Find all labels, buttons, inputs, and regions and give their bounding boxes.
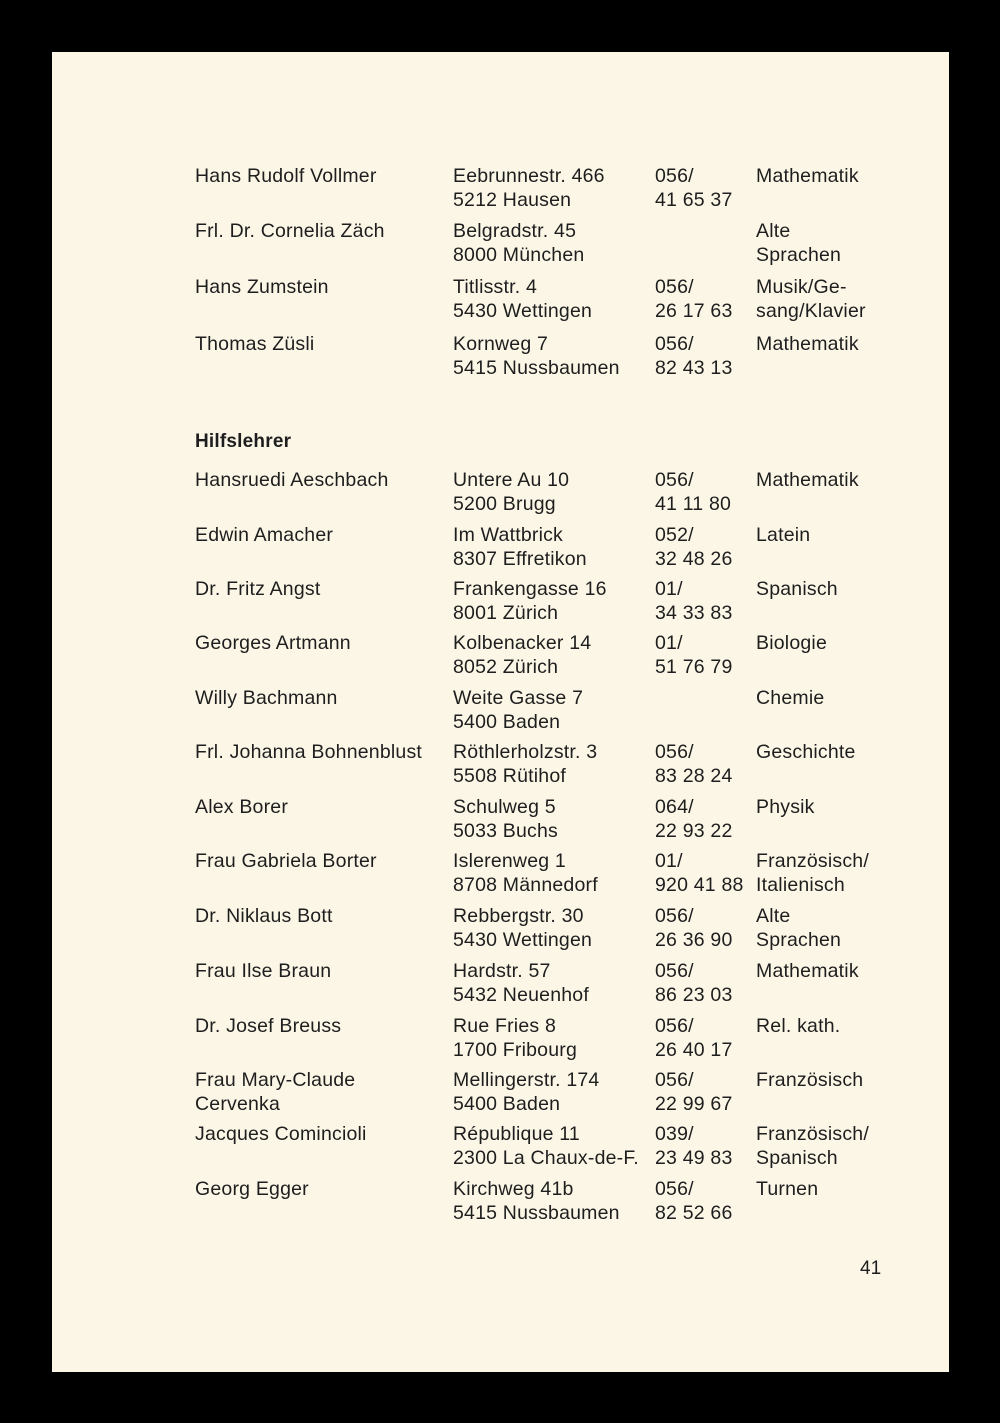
entry-subject-line: Alte: [756, 220, 791, 242]
entry-subject: [756, 686, 915, 734]
directory-entry: [195, 1177, 915, 1225]
entry-name: [195, 1014, 453, 1062]
entry-phone: [655, 686, 756, 734]
teachers-list: [195, 164, 915, 380]
entry-phone-line: 26 40 17: [655, 1039, 733, 1061]
entry-name-line: Edwin Amacher: [195, 524, 334, 546]
entry-subject: [756, 795, 915, 843]
entry-address-line: 5432 Neuenhof: [453, 984, 589, 1006]
entry-phone-line: 22 93 22: [655, 820, 733, 842]
entry-address-line: Frankengasse 16: [453, 578, 607, 600]
entry-phone-line: 82 52 66: [655, 1202, 733, 1224]
entry-name: [195, 849, 453, 897]
entry-address: [453, 795, 655, 843]
directory-entry: [195, 577, 915, 625]
entry-address: [453, 468, 655, 516]
entry-subject-line: [756, 356, 915, 380]
entry-address-line: 5430 Wettingen: [453, 300, 593, 322]
entry-subject: [756, 219, 915, 267]
entry-name: [195, 219, 453, 267]
entry-subject-line: Mathematik: [756, 165, 859, 187]
entry-phone-line: 056/: [655, 1069, 694, 1091]
directory-entry: [195, 219, 915, 267]
directory-entry: [195, 959, 915, 1007]
entry-name-line: [195, 1038, 453, 1062]
entry-name-line: Frl. Johanna Bohnenblust: [195, 741, 423, 763]
entry-phone: [655, 468, 756, 516]
entry-name-line: Hansruedi Aeschbach: [195, 469, 389, 491]
entry-name: [195, 959, 453, 1007]
entry-address-line: 8052 Zürich: [453, 656, 559, 678]
entry-subject: [756, 740, 915, 788]
entry-subject-line: Musik/Ge-: [756, 276, 847, 298]
entry-address: [453, 1068, 655, 1116]
entry-phone-line: 41 11 80: [655, 493, 732, 515]
entry-subject-line: Mathematik: [756, 469, 859, 491]
entry-address: [453, 577, 655, 625]
directory-entry: [195, 164, 915, 212]
entry-address-line: Islerenweg 1: [453, 850, 566, 872]
entry-subject-line: [756, 1201, 915, 1225]
entry-address: [453, 332, 655, 380]
entry-subject-line: [756, 492, 915, 516]
entry-phone-line: 056/: [655, 905, 694, 927]
entry-name-line: Alex Borer: [195, 796, 289, 818]
entry-name-line: [195, 299, 453, 323]
entry-subject: [756, 523, 915, 571]
entry-phone-line: 51 76 79: [655, 656, 733, 678]
entry-address-line: Kolbenacker 14: [453, 632, 592, 654]
entry-phone-line: 22 99 67: [655, 1093, 733, 1115]
entry-name-line: Cervenka: [195, 1093, 281, 1115]
entry-address: [453, 219, 655, 267]
entry-address-line: 5400 Baden: [453, 711, 561, 733]
entry-name-line: [195, 710, 453, 734]
entry-phone: [655, 1068, 756, 1116]
entry-phone-line: 86 23 03: [655, 984, 733, 1006]
entry-phone: [655, 904, 756, 952]
entry-name: [195, 686, 453, 734]
entry-subject-line: [756, 983, 915, 1007]
entry-subject-line: Sprachen: [756, 929, 842, 951]
entry-name-line: [195, 928, 453, 952]
entry-name: [195, 577, 453, 625]
entry-subject: [756, 164, 915, 212]
entry-subject-line: Französisch/: [756, 1123, 869, 1145]
entry-phone-line: [655, 686, 756, 710]
entry-address-line: 1700 Fribourg: [453, 1039, 578, 1061]
entry-subject-line: Französisch: [756, 1069, 864, 1091]
directory-entry: [195, 849, 915, 897]
entry-name: [195, 332, 453, 380]
entry-name: [195, 164, 453, 212]
entry-subject-line: [756, 601, 915, 625]
directory-entry: [195, 275, 915, 323]
directory-entry: [195, 686, 915, 734]
directory-content: [195, 164, 915, 1225]
entry-name-line: Willy Bachmann: [195, 687, 338, 709]
entry-phone-line: 01/: [655, 578, 683, 600]
entry-address-line: 5212 Hausen: [453, 189, 572, 211]
entry-subject-line: [756, 1038, 915, 1062]
entry-address-line: 8000 München: [453, 244, 585, 266]
entry-phone-line: 056/: [655, 960, 694, 982]
entry-name: [195, 1068, 453, 1116]
entry-name: [195, 631, 453, 679]
entry-address-line: Röthlerholzstr. 3: [453, 741, 598, 763]
entry-name: [195, 1177, 453, 1225]
entry-subject: [756, 959, 915, 1007]
entry-address-line: Untere Au 10: [453, 469, 570, 491]
directory-entry: [195, 795, 915, 843]
entry-phone-line: 039/: [655, 1123, 694, 1145]
entry-phone-line: 01/: [655, 632, 683, 654]
entry-name-line: Frl. Dr. Cornelia Zäch: [195, 220, 385, 242]
entry-name-line: [195, 356, 453, 380]
entry-address-line: Mellingerstr. 174: [453, 1069, 600, 1091]
entry-subject-line: Spanisch: [756, 1147, 838, 1169]
entry-address-line: République 11: [453, 1123, 580, 1145]
entry-phone-line: [655, 219, 756, 243]
entry-name-line: Frau Ilse Braun: [195, 960, 332, 982]
entry-phone: [655, 577, 756, 625]
entry-address-line: Kornweg 7: [453, 333, 549, 355]
entry-address-line: 5400 Baden: [453, 1093, 561, 1115]
entry-phone: [655, 959, 756, 1007]
entry-name-line: [195, 601, 453, 625]
entry-name-line: [195, 873, 453, 897]
entry-name: [195, 1122, 453, 1170]
entry-subject: [756, 849, 915, 897]
entry-address-line: Titlisstr. 4: [453, 276, 538, 298]
entry-address: [453, 849, 655, 897]
entry-phone: [655, 1014, 756, 1062]
entry-name-line: [195, 983, 453, 1007]
entry-subject: [756, 1014, 915, 1062]
entry-address-line: Rebbergstr. 30: [453, 905, 584, 927]
entry-phone: [655, 523, 756, 571]
entry-subject-line: Chemie: [756, 687, 825, 709]
entry-address-line: 5200 Brugg: [453, 493, 556, 515]
entry-phone: [655, 332, 756, 380]
directory-entry: [195, 523, 915, 571]
entry-phone-line: 056/: [655, 165, 694, 187]
entry-phone-line: 23 49 83: [655, 1147, 733, 1169]
entry-name-line: Dr. Josef Breuss: [195, 1015, 342, 1037]
entry-subject-line: [756, 655, 915, 679]
entry-subject-line: Mathematik: [756, 333, 859, 355]
entry-address-line: 8708 Männedorf: [453, 874, 598, 896]
entry-subject-line: Französisch/: [756, 850, 869, 872]
entry-subject-line: Geschichte: [756, 741, 856, 763]
entry-phone-line: 056/: [655, 469, 694, 491]
entry-name-line: [195, 492, 453, 516]
entry-subject: [756, 468, 915, 516]
entry-address-line: 5508 Rütihof: [453, 765, 566, 787]
entry-phone: [655, 849, 756, 897]
entry-phone: [655, 275, 756, 323]
entry-phone: [655, 631, 756, 679]
entry-phone: [655, 219, 756, 267]
entry-phone: [655, 1122, 756, 1170]
entry-phone-line: 26 36 90: [655, 929, 733, 951]
entry-address-line: 8001 Zürich: [453, 602, 559, 624]
entry-name-line: Hans Zumstein: [195, 276, 329, 298]
entry-address-line: 5430 Wettingen: [453, 929, 593, 951]
entry-phone-line: 056/: [655, 276, 694, 298]
entry-name-line: [195, 764, 453, 788]
entry-name-line: Jacques Comincioli: [195, 1123, 367, 1145]
entry-name: [195, 275, 453, 323]
entry-subject: [756, 1177, 915, 1225]
page: [52, 52, 949, 1372]
entry-subject: [756, 577, 915, 625]
entry-address-line: 8307 Effretikon: [453, 548, 587, 570]
entry-address-line: Im Wattbrick: [453, 524, 564, 546]
entry-subject-line: Sprachen: [756, 244, 842, 266]
entry-name-line: Georg Egger: [195, 1178, 309, 1200]
entry-name-line: [195, 547, 453, 571]
entry-subject-line: [756, 547, 915, 571]
entry-phone-line: 26 17 63: [655, 300, 733, 322]
entry-subject: [756, 1122, 915, 1170]
entry-phone-line: 064/: [655, 796, 694, 818]
entry-subject-line: Turnen: [756, 1178, 819, 1200]
entry-address-line: 2300 La Chaux-de-F.: [453, 1147, 639, 1169]
entry-phone-line: 01/: [655, 850, 683, 872]
entry-subject-line: Biologie: [756, 632, 827, 654]
entry-subject-line: [756, 764, 915, 788]
entry-subject-line: Alte: [756, 905, 791, 927]
entry-address-line: Eebrunnestr. 466: [453, 165, 605, 187]
entry-name-line: [195, 1146, 453, 1170]
entry-address-line: Schulweg 5: [453, 796, 556, 818]
entry-phone-line: [655, 710, 756, 734]
entry-name-line: [195, 1201, 453, 1225]
directory-entry: [195, 1014, 915, 1062]
entry-subject-line: Physik: [756, 796, 815, 818]
entry-phone-line: 056/: [655, 741, 694, 763]
entry-phone-line: 83 28 24: [655, 765, 733, 787]
entry-address-line: 5415 Nussbaumen: [453, 1202, 620, 1224]
entry-subject: [756, 904, 915, 952]
directory-entry: [195, 1068, 915, 1116]
entry-address-line: Kirchweg 41b: [453, 1178, 574, 1200]
entry-name-line: Georges Artmann: [195, 632, 351, 654]
entry-name-line: Frau Mary-Claude: [195, 1069, 356, 1091]
entry-name-line: Dr. Niklaus Bott: [195, 905, 333, 927]
entry-name: [195, 523, 453, 571]
entry-address-line: Hardstr. 57: [453, 960, 551, 982]
directory-entry: [195, 332, 915, 380]
entry-address: [453, 1014, 655, 1062]
entry-address: [453, 164, 655, 212]
directory-entry: [195, 468, 915, 516]
entry-address: [453, 740, 655, 788]
entry-subject: [756, 332, 915, 380]
entry-address-line: Belgradstr. 45: [453, 220, 577, 242]
entry-address: [453, 1122, 655, 1170]
entry-name: [195, 795, 453, 843]
entry-address: [453, 686, 655, 734]
entry-name-line: Dr. Fritz Angst: [195, 578, 321, 600]
entry-name-line: [195, 655, 453, 679]
entry-phone: [655, 164, 756, 212]
entry-subject-line: Mathematik: [756, 960, 859, 982]
entry-phone-line: 056/: [655, 1178, 694, 1200]
entry-address: [453, 1177, 655, 1225]
page-number: 41: [860, 1258, 882, 1279]
entry-phone-line: 41 65 37: [655, 189, 733, 211]
entry-address: [453, 959, 655, 1007]
entry-address-line: Weite Gasse 7: [453, 687, 584, 709]
entry-address: [453, 631, 655, 679]
entry-subject-line: sang/Klavier: [756, 300, 866, 322]
directory-entry: [195, 631, 915, 679]
entry-phone-line: 82 43 13: [655, 357, 733, 379]
entry-subject-line: [756, 819, 915, 843]
entry-phone-line: 34 33 83: [655, 602, 733, 624]
entry-phone: [655, 740, 756, 788]
entry-subject-line: [756, 1092, 915, 1116]
entry-subject-line: Spanisch: [756, 578, 838, 600]
entry-name: [195, 468, 453, 516]
entry-address: [453, 275, 655, 323]
entry-address: [453, 904, 655, 952]
entry-name-line: Hans Rudolf Vollmer: [195, 165, 377, 187]
entry-name-line: Thomas Züsli: [195, 333, 315, 355]
entry-name: [195, 740, 453, 788]
assistant-teachers-list: [195, 468, 915, 1225]
entry-phone-line: 056/: [655, 333, 694, 355]
entry-subject-line: Rel. kath.: [756, 1015, 841, 1037]
entry-phone: [655, 1177, 756, 1225]
entry-address-line: Rue Fries 8: [453, 1015, 556, 1037]
entry-subject: [756, 631, 915, 679]
entry-address-line: 5415 Nussbaumen: [453, 357, 620, 379]
entry-phone-line: 056/: [655, 1015, 694, 1037]
entry-address-line: 5033 Buchs: [453, 820, 558, 842]
entry-phone-line: 052/: [655, 524, 694, 546]
directory-entry: [195, 740, 915, 788]
directory-entry: [195, 904, 915, 952]
entry-phone-line: 32 48 26: [655, 548, 733, 570]
entry-phone-line: [655, 243, 756, 267]
entry-name-line: Frau Gabriela Borter: [195, 850, 377, 872]
entry-phone: [655, 795, 756, 843]
entry-subject-line: [756, 188, 915, 212]
entry-subject-line: Italienisch: [756, 874, 845, 896]
entry-phone-line: 920 41 88: [655, 874, 744, 896]
entry-subject-line: [756, 710, 915, 734]
entry-subject: [756, 1068, 915, 1116]
entry-name: [195, 904, 453, 952]
directory-entry: [195, 1122, 915, 1170]
entry-name-line: [195, 819, 453, 843]
section-title: Hilfslehrer: [195, 431, 292, 452]
entry-subject: [756, 275, 915, 323]
entry-name-line: [195, 188, 453, 212]
entry-subject-line: Latein: [756, 524, 811, 546]
entry-address: [453, 523, 655, 571]
entry-name-line: [195, 243, 453, 267]
